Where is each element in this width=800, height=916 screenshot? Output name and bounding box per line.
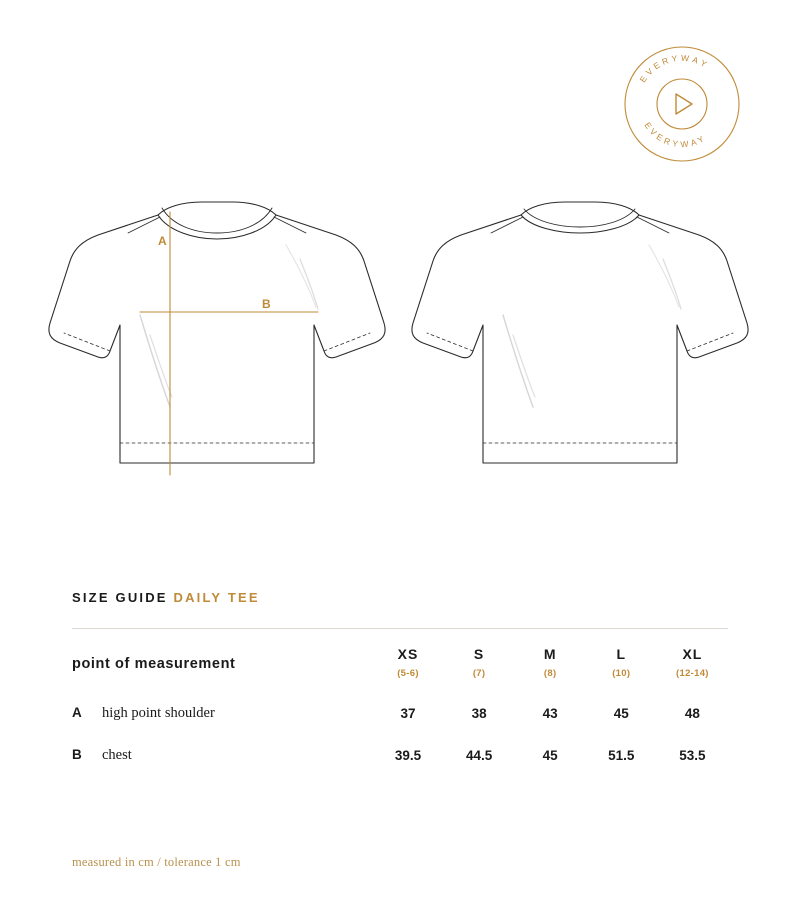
size-label-m: M bbox=[543, 645, 557, 662]
value-b-xs: 39.5 bbox=[394, 748, 422, 764]
tee-back bbox=[412, 202, 748, 463]
measurement-name-a bbox=[72, 693, 372, 735]
svg-text:EVERYWAY: EVERYWAY bbox=[642, 120, 709, 150]
size-age-s: (7) bbox=[472, 668, 486, 680]
value-a-xl: 48 bbox=[684, 706, 700, 722]
measurement-text-a: high point shoulder bbox=[102, 705, 215, 722]
value-b-s: 44.5 bbox=[465, 748, 493, 764]
size-guide-title-main: SIZE GUIDE bbox=[72, 590, 168, 605]
garment-illustration bbox=[0, 175, 800, 505]
value-b-l: 51.5 bbox=[608, 748, 635, 764]
value-b-xl: 53.5 bbox=[679, 748, 706, 764]
size-guide-title-product: DAILY TEE bbox=[173, 590, 260, 605]
size-age-xl: (12-14) bbox=[676, 668, 709, 680]
brand-logo-badge bbox=[622, 44, 742, 164]
size-label-l: L bbox=[616, 645, 627, 662]
tee-front bbox=[49, 202, 385, 463]
size-label-s: S bbox=[473, 645, 485, 662]
value-a-xs: 37 bbox=[400, 706, 416, 722]
measurement-footnote: measured in cm / tolerance 1 cm bbox=[72, 855, 241, 869]
column-header-size-xs bbox=[372, 629, 443, 693]
size-guide-title bbox=[72, 590, 728, 606]
table-row bbox=[72, 735, 728, 777]
svg-text:EVERYWAY: EVERYWAY bbox=[637, 52, 712, 85]
value-a-s: 38 bbox=[471, 706, 487, 722]
measure-label-b: B bbox=[262, 297, 271, 311]
size-label-xs: XS bbox=[397, 645, 419, 662]
size-label-xl: XL bbox=[682, 645, 703, 662]
size-age-l: (10) bbox=[612, 668, 631, 680]
value-b-m: 45 bbox=[542, 748, 558, 764]
measurement-text-b: chest bbox=[102, 747, 132, 764]
column-header-size-xl bbox=[657, 629, 728, 693]
size-age-xs: (5-6) bbox=[397, 668, 419, 680]
table-row bbox=[72, 693, 728, 735]
table-header-row bbox=[72, 629, 728, 693]
measure-label-a: A bbox=[158, 234, 167, 248]
size-age-m: (8) bbox=[543, 668, 557, 680]
column-header-measurement: point of measurement bbox=[72, 655, 236, 672]
value-a-l: 45 bbox=[613, 706, 629, 722]
size-table bbox=[72, 629, 728, 777]
column-header-size-s bbox=[444, 629, 515, 693]
column-header-size-m bbox=[515, 629, 586, 693]
measurement-key-a: A bbox=[72, 705, 82, 721]
size-guide-section bbox=[72, 590, 728, 777]
measurement-key-b: B bbox=[72, 747, 82, 763]
value-a-m: 43 bbox=[542, 706, 558, 722]
measurement-name-b bbox=[72, 735, 372, 777]
column-header-size-l bbox=[586, 629, 657, 693]
